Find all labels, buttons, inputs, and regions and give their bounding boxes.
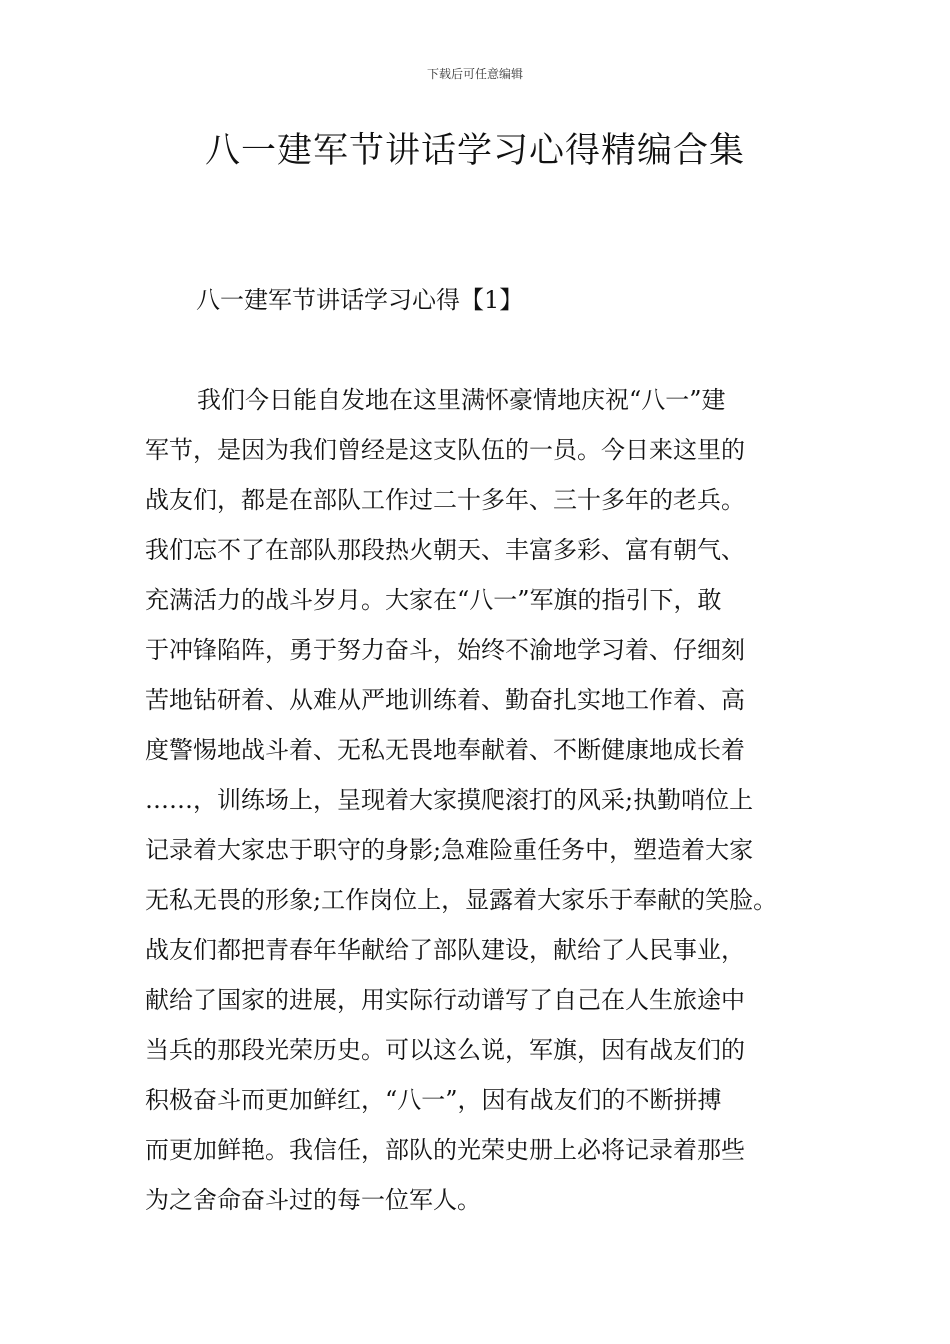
paragraph-line: 当兵的那段光荣历史。可以这么说，军旗，因有战友们的 — [145, 1036, 745, 1064]
paragraph-line: 记录着大家忠于职守的身影;急难险重任务中，塑造着大家 — [145, 836, 754, 864]
page-header-note: 下载后可任意编辑 — [426, 67, 523, 81]
paragraph-line: 战友们，都是在部队工作过二十多年、三十多年的老兵。 — [145, 486, 745, 514]
paragraph-line: 我们忘不了在部队那段热火朝天、丰富多彩、富有朝气、 — [145, 536, 745, 564]
paragraph-line: 苦地钻研着、从难从严地训练着、勤奋扎实地工作着、高 — [145, 686, 745, 714]
paragraph-line: 而更加鲜艳。我信任，部队的光荣史册上必将记录着那些 — [145, 1136, 745, 1164]
paragraph-line: 军节，是因为我们曾经是这支队伍的一员。今日来这里的 — [145, 436, 745, 464]
paragraph-line: 积极奋斗而更加鲜红，“八一”，因有战友们的不断拼搏 — [145, 1086, 722, 1114]
paragraph-line: 于冲锋陷阵，勇于努力奋斗，始终不渝地学习着、仔细刻 — [145, 636, 745, 664]
paragraph-line: 献给了国家的进展，用实际行动谱写了自己在人生旅途中 — [145, 986, 745, 1014]
paragraph-line: 为之舍命奋斗过的每一位军人。 — [145, 1186, 481, 1214]
paragraph-line: 无私无畏的形象;工作岗位上，显露着大家乐于奉献的笑脸。 — [145, 886, 778, 914]
paragraph-line: 战友们都把青春年华献给了部队建设，献给了人民事业， — [145, 936, 745, 964]
paragraph-line: 充满活力的战斗岁月。大家在“八一”军旗的指引下，敢 — [145, 586, 722, 614]
section-heading: 八一建军节讲话学习心得【1】 — [196, 286, 524, 314]
paragraph-line: 度警惕地战斗着、无私无畏地奉献着、不断健康地成长着 — [145, 736, 745, 764]
paragraph-line: 我们今日能自发地在这里满怀豪情地庆祝“八一”建 — [197, 386, 726, 414]
paragraph-line: ……，训练场上，呈现着大家摸爬滚打的风采;执勤哨位上 — [145, 786, 754, 814]
body-paragraph — [145, 375, 820, 1225]
document-title: 八一建军节讲话学习心得精编合集 — [204, 131, 745, 171]
